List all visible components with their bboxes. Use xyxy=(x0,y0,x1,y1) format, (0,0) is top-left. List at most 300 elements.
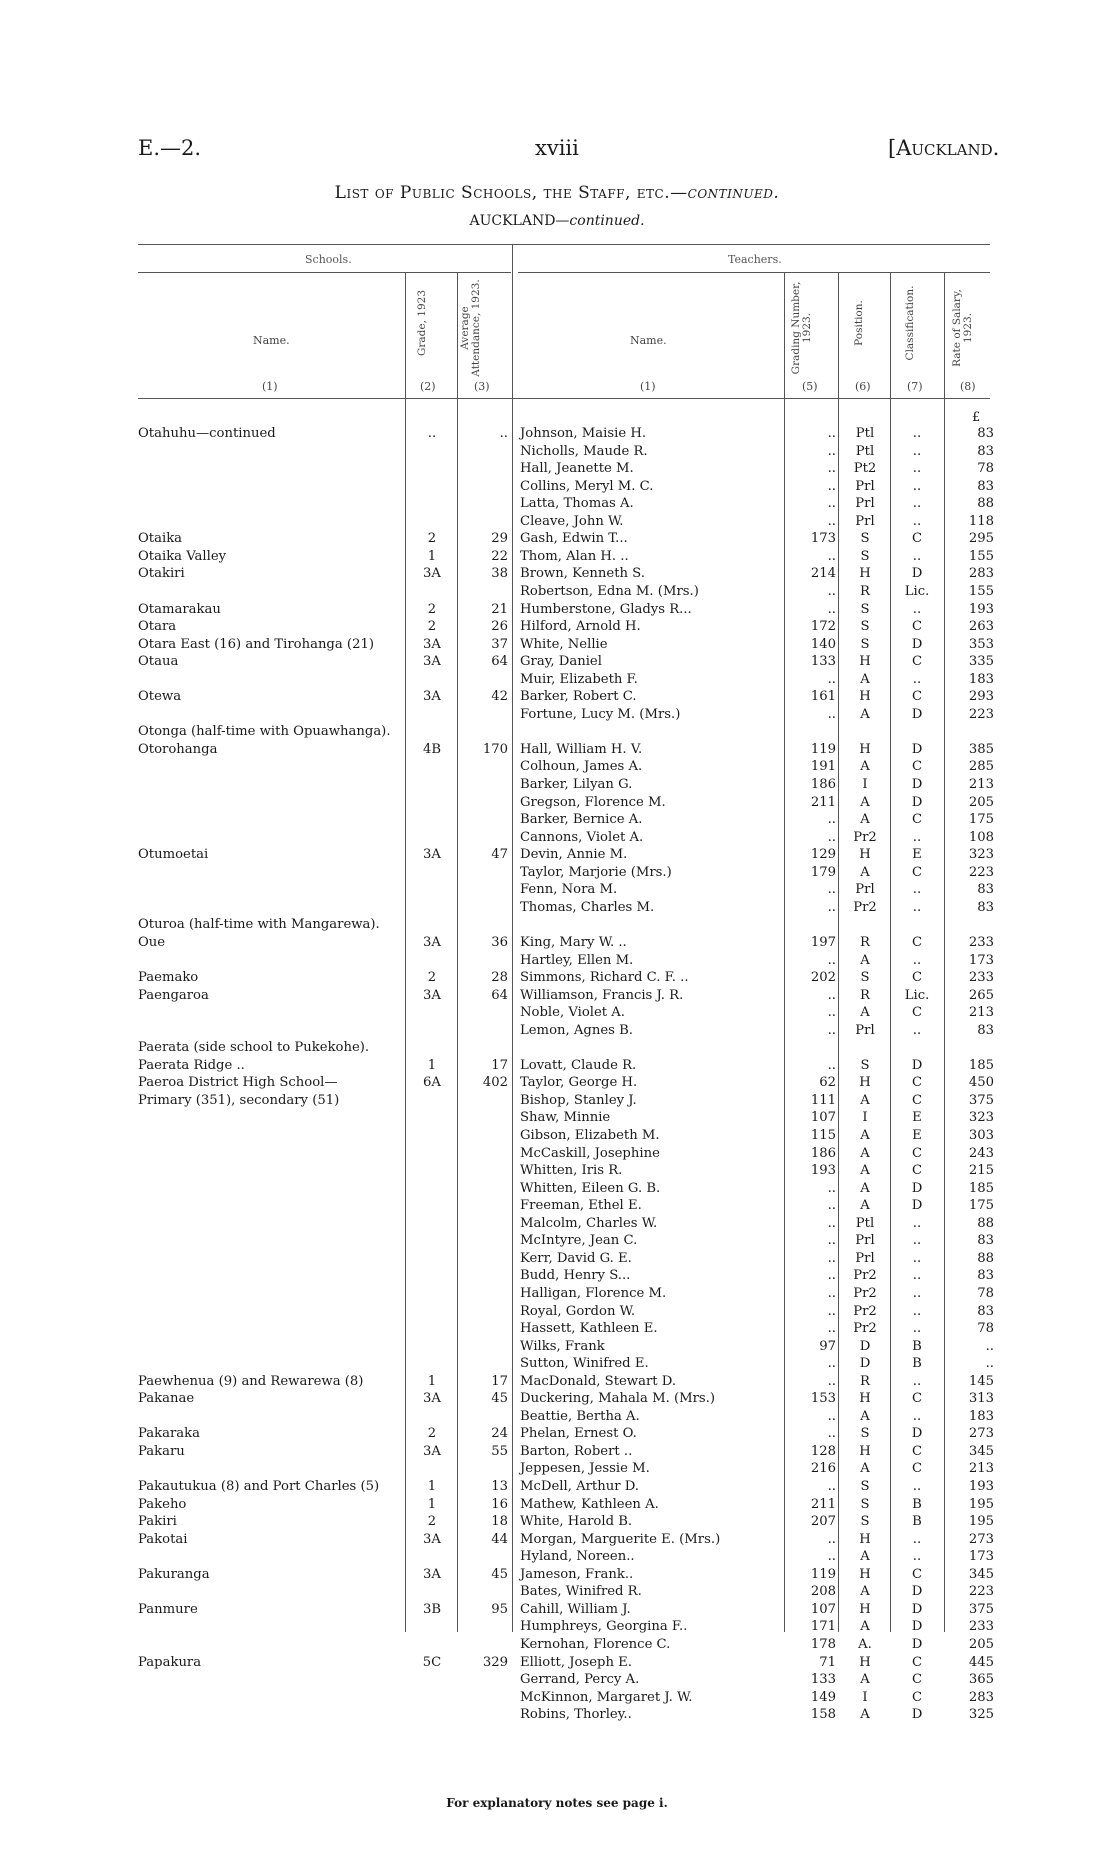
grade-cell: 6A xyxy=(423,1075,441,1091)
teacher-name-cell: Barker, Lilyan G. xyxy=(520,777,633,792)
position-cell: Ptl xyxy=(855,1215,875,1231)
position-cell: S xyxy=(860,548,870,564)
classification-cell: .. xyxy=(912,899,922,915)
attendance-cell: 64 xyxy=(491,987,508,1003)
teacher-name-cell: Barton, Robert .. xyxy=(520,1443,633,1459)
position-cell: H xyxy=(859,1601,871,1617)
teacher-name-cell: Hilford, Arnold H. xyxy=(520,619,641,635)
position-cell: A xyxy=(860,1198,870,1214)
salary-cell: 83 xyxy=(977,1268,994,1284)
position-cell: S xyxy=(860,1514,870,1530)
salary-cell: 213 xyxy=(968,1005,994,1021)
table-row xyxy=(0,776,1114,793)
grading-number-cell: .. xyxy=(827,1549,836,1565)
school-name-cell: Pakuranga xyxy=(138,1566,210,1582)
classification-cell: D xyxy=(911,1636,923,1652)
grade-cell: 2 xyxy=(427,1514,437,1530)
school-name-cell: Primary (351), secondary (51) xyxy=(138,1092,340,1108)
position-cell: R xyxy=(860,987,870,1003)
salary-cell: 445 xyxy=(968,1654,994,1670)
teacher-name-cell: Colhoun, James A. xyxy=(520,759,643,775)
table-row xyxy=(0,1478,1114,1495)
classification-cell: .. xyxy=(912,1285,922,1301)
position-cell: A xyxy=(860,1408,870,1424)
teacher-name-cell: Wilks, Frank xyxy=(520,1338,605,1354)
classification-cell: E xyxy=(912,1128,922,1143)
salary-cell: 303 xyxy=(968,1128,994,1143)
salary-cell: 78 xyxy=(977,1321,994,1337)
grading-number-cell: .. xyxy=(827,987,836,1003)
classification-cell: C xyxy=(911,531,923,547)
salary-cell: 205 xyxy=(968,1636,994,1652)
col-number-7: (7) xyxy=(907,380,923,393)
attendance-cell: 64 xyxy=(491,654,508,670)
table-row xyxy=(0,934,1114,951)
grading-number-cell: 173 xyxy=(810,531,836,547)
grading-number-cell: 186 xyxy=(810,1145,836,1161)
grading-number-cell: .. xyxy=(827,1356,836,1372)
classification-cell: B xyxy=(912,1356,922,1372)
salary-cell: 223 xyxy=(968,1584,994,1600)
attendance-cell: 170 xyxy=(482,741,508,757)
classification-cell: D xyxy=(911,1584,923,1600)
table-row xyxy=(0,1531,1114,1548)
classification-cell: B xyxy=(912,1496,922,1512)
classification-cell: D xyxy=(911,1180,923,1196)
table-row xyxy=(0,1566,1114,1583)
teacher-name-cell: Budd, Henry S... xyxy=(520,1268,631,1284)
teacher-name-cell: Jeppesen, Jessie M. xyxy=(520,1461,650,1477)
position-cell: A xyxy=(860,1092,870,1108)
salary-cell: 88 xyxy=(977,1215,994,1231)
grade-cell: 2 xyxy=(427,619,437,635)
classification-cell: C xyxy=(911,1461,923,1477)
grade-cell: 3A xyxy=(423,1443,441,1459)
table-row xyxy=(0,671,1114,688)
grade-cell: 4B xyxy=(422,741,442,757)
col-number-8: (8) xyxy=(960,380,976,393)
salary-cell: 323 xyxy=(968,1110,994,1126)
classification-cell: D xyxy=(911,1707,923,1723)
teacher-name-cell: Taylor, George H. xyxy=(520,1075,638,1091)
position-cell: S xyxy=(860,1057,870,1073)
grading-number-cell: .. xyxy=(827,1303,836,1319)
table-row xyxy=(0,987,1114,1004)
grading-number-cell: 207 xyxy=(810,1514,836,1530)
grading-number-cell: .. xyxy=(827,426,836,441)
classification-cell: .. xyxy=(912,1321,922,1337)
teacher-name-cell: Lemon, Agnes B. xyxy=(520,1022,633,1038)
classification-cell: .. xyxy=(912,478,922,494)
grade-cell: 3A xyxy=(423,566,441,582)
col-number-6: (6) xyxy=(855,380,871,393)
attendance-cell: 36 xyxy=(491,934,508,950)
school-name-cell: Otaika Valley xyxy=(138,548,227,564)
position-cell: A xyxy=(860,1707,870,1723)
teacher-name-cell: Phelan, Ernest O. xyxy=(520,1426,637,1442)
grading-number-cell: 158 xyxy=(810,1707,836,1723)
grading-number-cell: .. xyxy=(827,812,836,828)
grading-number-cell: 171 xyxy=(810,1619,836,1635)
teacher-name-cell: Johnson, Maisie H. xyxy=(520,426,647,441)
table-row xyxy=(0,1162,1114,1179)
classification-cell: C xyxy=(911,1163,923,1179)
table-row xyxy=(0,565,1114,582)
grading-number-cell: .. xyxy=(827,478,836,494)
school-name-cell: Panmure xyxy=(138,1601,198,1617)
position-header: Position. xyxy=(853,300,865,346)
salary-cell: 88 xyxy=(977,1250,994,1266)
grading-number-cell: .. xyxy=(827,1022,836,1038)
table-row xyxy=(0,1408,1114,1425)
teacher-name-cell: Thomas, Charles M. xyxy=(520,899,655,915)
teacher-name-cell: Hall, William H. V. xyxy=(520,741,643,757)
page-title-continued: continued. xyxy=(687,183,780,203)
classification-cell: D xyxy=(911,1426,923,1442)
salary-cell: 263 xyxy=(968,619,994,635)
teacher-name-cell: Taylor, Marjorie (Mrs.) xyxy=(520,864,672,880)
table-row xyxy=(0,1127,1114,1144)
classification-cell: C xyxy=(911,1092,923,1108)
school-name-cell: Oturoa (half-time with Mangarewa). xyxy=(138,917,380,933)
salary-cell: 83 xyxy=(977,882,994,898)
salary-cell: 233 xyxy=(968,934,994,950)
grading-number-cell: .. xyxy=(827,1198,836,1214)
teacher-name-cell: Simmons, Richard C. F. .. xyxy=(520,970,689,986)
position-cell: A. xyxy=(858,1636,872,1652)
position-cell: H xyxy=(859,1654,871,1670)
school-name-cell: Otahuhu—continued xyxy=(138,426,276,441)
currency-symbol: £ xyxy=(972,410,981,425)
salary-cell: 83 xyxy=(977,1022,994,1038)
teacher-name-cell: McIntyre, Jean C. xyxy=(520,1233,638,1249)
salary-cell: 283 xyxy=(968,566,994,582)
teachers-group-header: Teachers. xyxy=(728,253,782,266)
page-title-main: List of Public Schools, the Staff, etc.— xyxy=(334,183,688,203)
classification-cell: .. xyxy=(912,1022,922,1038)
table-row xyxy=(0,794,1114,811)
school-name-cell: Pakeho xyxy=(138,1496,187,1512)
position-cell: Ptl xyxy=(855,443,875,459)
attendance-cell: 21 xyxy=(491,601,508,617)
position-cell: Prl xyxy=(855,1250,875,1266)
grading-number-cell: 107 xyxy=(810,1601,836,1617)
attendance-cell: 18 xyxy=(491,1514,508,1530)
classification-cell: .. xyxy=(912,1479,922,1494)
grading-number-cell: 129 xyxy=(810,847,836,863)
school-name-cell: Otara East (16) and Tirohanga (21) xyxy=(138,636,375,652)
table-row xyxy=(0,829,1114,846)
grading-number-cell: .. xyxy=(827,548,836,564)
position-cell: A xyxy=(860,794,870,810)
grade-cell: 3A xyxy=(423,987,441,1003)
table-row xyxy=(0,425,1114,442)
grading-number-cell: 97 xyxy=(819,1338,836,1354)
classification-cell: C xyxy=(911,1145,923,1161)
grading-number-cell: .. xyxy=(827,1531,836,1547)
grading-number-cell: .. xyxy=(827,443,836,459)
salary-cell: 450 xyxy=(968,1075,994,1091)
salary-cell: 243 xyxy=(968,1145,994,1161)
position-cell: Pr2 xyxy=(853,1268,877,1284)
grading-number-cell: .. xyxy=(827,1285,836,1301)
teacher-name-cell: Kerr, David G. E. xyxy=(520,1250,632,1266)
grading-number-cell: 208 xyxy=(810,1584,836,1600)
position-cell: Prl xyxy=(855,513,875,529)
grading-number-cell: 153 xyxy=(810,1391,836,1407)
classification-cell: C xyxy=(911,689,923,705)
position-cell: S xyxy=(860,970,870,986)
classification-cell: .. xyxy=(912,1303,922,1319)
table-row xyxy=(0,1618,1114,1635)
grading-number-cell: 119 xyxy=(810,741,836,757)
salary-cell: 183 xyxy=(968,671,994,687)
table-row xyxy=(0,1022,1114,1039)
grade-cell: 3B xyxy=(422,1601,442,1617)
attendance-cell: 13 xyxy=(491,1479,508,1494)
table-row xyxy=(0,601,1114,618)
teacher-name-cell: Gerrand, Percy A. xyxy=(520,1672,640,1688)
position-cell: R xyxy=(860,1373,870,1389)
salary-cell: 265 xyxy=(968,987,994,1003)
school-name-cell: Paewhenua (9) and Rewarewa (8) xyxy=(138,1373,364,1389)
classification-cell: D xyxy=(911,794,923,810)
classification-cell: .. xyxy=(912,461,922,477)
grading-number-cell: 191 xyxy=(810,759,836,775)
attendance-cell: 329 xyxy=(482,1654,508,1670)
table-row xyxy=(0,443,1114,460)
table-row xyxy=(0,1513,1114,1530)
salary-cell: 323 xyxy=(968,847,994,863)
teacher-name-cell: Noble, Violet A. xyxy=(520,1005,626,1021)
grade-cell: 3A xyxy=(423,934,441,950)
grading-number-cell: .. xyxy=(827,601,836,617)
grading-number-cell: .. xyxy=(827,1373,836,1389)
salary-cell: 215 xyxy=(968,1163,994,1179)
attendance-cell: 38 xyxy=(491,566,508,582)
salary-cell: 365 xyxy=(968,1672,994,1688)
grade-cell: 3A xyxy=(423,636,441,652)
table-row xyxy=(0,1145,1114,1162)
teacher-name-cell: Bates, Winifred R. xyxy=(520,1584,642,1600)
school-name-cell: Pakaraka xyxy=(138,1426,201,1442)
grading-number-cell: .. xyxy=(827,1233,836,1249)
teacher-name-cell: Shaw, Minnie xyxy=(520,1110,611,1126)
school-name-cell: Otumoetai xyxy=(138,847,209,863)
teacher-name-cell: Hyland, Noreen.. xyxy=(520,1549,635,1565)
teacher-name-cell: Gregson, Florence M. xyxy=(520,794,666,810)
salary-cell: 193 xyxy=(968,601,994,617)
attendance-cell: 26 xyxy=(491,619,508,635)
salary-cell: 155 xyxy=(968,583,994,599)
classification-cell: D xyxy=(911,1057,923,1073)
table-row xyxy=(0,1654,1114,1671)
position-cell: D xyxy=(859,1356,871,1372)
school-name-cell: Pakaru xyxy=(138,1443,185,1459)
classification-cell: .. xyxy=(912,1268,922,1284)
classification-cell: .. xyxy=(912,496,922,512)
position-cell: A xyxy=(860,1461,870,1477)
attendance-cell: 28 xyxy=(491,970,508,986)
attendance-cell: 47 xyxy=(491,847,508,863)
table-row xyxy=(0,1338,1114,1355)
teacher-name-cell: Nicholls, Maude R. xyxy=(520,443,648,459)
salary-cell: 233 xyxy=(968,1619,994,1635)
grade-cell: 3A xyxy=(423,654,441,670)
position-cell: S xyxy=(860,601,870,617)
grading-number-cell: 216 xyxy=(810,1461,836,1477)
grading-number-cell: .. xyxy=(827,583,836,599)
salary-cell: 78 xyxy=(977,461,994,477)
school-name-cell: Paemako xyxy=(138,970,199,986)
salary-cell: 118 xyxy=(968,513,994,529)
teacher-name-cell: Bishop, Stanley J. xyxy=(520,1092,637,1108)
table-row xyxy=(0,741,1114,758)
school-name-cell: Otakiri xyxy=(138,566,185,582)
table-row xyxy=(0,495,1114,512)
classification-cell: C xyxy=(911,1672,923,1688)
classification-cell: .. xyxy=(912,1233,922,1249)
classification-cell: D xyxy=(911,741,923,757)
attendance-cell: 24 xyxy=(491,1426,508,1442)
table-row xyxy=(0,1548,1114,1565)
grading-number-cell: 161 xyxy=(810,689,836,705)
grading-number-cell: .. xyxy=(827,952,836,968)
teacher-name-cell: Hassett, Kathleen E. xyxy=(520,1321,658,1337)
position-cell: Ptl xyxy=(855,426,875,441)
teacher-name-cell: Cannons, Violet A. xyxy=(520,829,644,845)
teacher-name-cell: Muir, Elizabeth F. xyxy=(520,671,638,687)
teacher-name-cell: Humphreys, Georgina F.. xyxy=(520,1619,688,1635)
classification-cell: .. xyxy=(912,426,922,441)
region-label: [Auckland. xyxy=(888,136,1000,160)
classification-cell: E xyxy=(912,1110,922,1126)
col-number-4: (1) xyxy=(640,380,656,393)
classification-cell: D xyxy=(911,777,923,792)
grade-cell: 3A xyxy=(423,847,441,863)
grade-cell: 2 xyxy=(427,970,437,986)
table-row xyxy=(0,530,1114,547)
teacher-name-cell: Latta, Thomas A. xyxy=(520,496,634,512)
salary-cell: 273 xyxy=(968,1531,994,1547)
classification-cell: C xyxy=(911,1654,923,1670)
table-row xyxy=(0,653,1114,670)
salary-cell: 83 xyxy=(977,899,994,915)
classification-cell: .. xyxy=(912,1549,922,1565)
teacher-name-cell: Cleave, John W. xyxy=(520,513,624,529)
classification-cell: .. xyxy=(912,513,922,529)
table-row xyxy=(0,1232,1114,1249)
school-name-cell: Otaika xyxy=(138,531,183,547)
position-cell: A xyxy=(860,812,870,828)
table-row xyxy=(0,706,1114,723)
position-cell: A xyxy=(860,1163,870,1179)
table-row xyxy=(0,1074,1114,1091)
position-cell: A xyxy=(860,952,870,968)
table-row xyxy=(0,758,1114,775)
position-cell: Prl xyxy=(855,478,875,494)
table-row xyxy=(0,1390,1114,1407)
classification-cell: C xyxy=(911,812,923,828)
salary-cell: 273 xyxy=(968,1426,994,1442)
grade-cell: 5C xyxy=(422,1654,442,1670)
table-row xyxy=(0,1689,1114,1706)
table-row xyxy=(0,636,1114,653)
attendance-cell: 17 xyxy=(491,1373,508,1389)
table-row xyxy=(0,1496,1114,1513)
classification-cell: Lic. xyxy=(904,583,930,599)
classification-cell: C xyxy=(911,970,923,986)
teacher-name-cell: Thom, Alan H. .. xyxy=(520,548,629,564)
teacher-name-cell: McCaskill, Josephine xyxy=(520,1145,660,1161)
salary-cell: 88 xyxy=(977,496,994,512)
school-name-cell: Otewa xyxy=(138,689,182,705)
classification-cell: .. xyxy=(912,882,922,898)
salary-cell: 353 xyxy=(968,636,994,652)
teacher-name-cell: Freeman, Ethel E. xyxy=(520,1198,642,1214)
classification-cell: E xyxy=(912,847,922,863)
position-cell: H xyxy=(859,566,871,582)
grading-number-cell: .. xyxy=(827,461,836,477)
table-row xyxy=(0,1109,1114,1126)
classification-cell: .. xyxy=(912,1250,922,1266)
teacher-name-cell: Whitten, Eileen G. B. xyxy=(520,1180,661,1196)
grading-number-cell: 202 xyxy=(810,970,836,986)
grading-number-cell: 186 xyxy=(810,777,836,792)
classification-cell: C xyxy=(911,934,923,950)
school-name-header: Name. xyxy=(253,334,290,347)
col-number-3: (3) xyxy=(474,380,490,393)
table-row xyxy=(0,688,1114,705)
grading-number-cell: 115 xyxy=(810,1128,836,1143)
position-cell: A xyxy=(860,1549,870,1565)
school-name-cell: Paeroa District High School— xyxy=(138,1075,338,1091)
attendance-header: Average Attendance, 1923. xyxy=(459,279,482,377)
teacher-name-cell: Malcolm, Charles W. xyxy=(520,1215,658,1231)
salary-cell: 78 xyxy=(977,1285,994,1301)
teacher-name-cell: Collins, Meryl M. C. xyxy=(520,478,654,494)
table-row xyxy=(0,1250,1114,1267)
classification-cell: .. xyxy=(912,1373,922,1389)
position-cell: A xyxy=(860,864,870,880)
salary-cell: 213 xyxy=(968,777,994,792)
grade-cell: .. xyxy=(427,426,437,441)
footer-note: For explanatory notes see page i. xyxy=(446,1796,668,1810)
attendance-cell: 29 xyxy=(491,531,508,547)
classification-cell: .. xyxy=(912,952,922,968)
position-cell: D xyxy=(859,1338,871,1354)
grading-number-cell: .. xyxy=(827,1321,836,1337)
grading-number-cell: 179 xyxy=(810,864,836,880)
grade-cell: 1 xyxy=(427,1057,437,1073)
grading-number-cell: .. xyxy=(827,1215,836,1231)
salary-cell: 375 xyxy=(968,1092,994,1108)
salary-cell: 185 xyxy=(968,1180,994,1196)
classification-cell: .. xyxy=(912,601,922,617)
grading-number-cell: 128 xyxy=(810,1443,836,1459)
position-cell: S xyxy=(860,619,870,635)
position-cell: A xyxy=(860,1180,870,1196)
teacher-name-cell: King, Mary W. .. xyxy=(520,934,627,950)
salary-cell: 195 xyxy=(968,1496,994,1512)
teacher-name-cell: Gash, Edwin T... xyxy=(520,531,628,547)
grading-number-cell: 172 xyxy=(810,619,836,635)
position-cell: Prl xyxy=(855,1233,875,1249)
salary-cell: 173 xyxy=(968,952,994,968)
classification-header: Classification. xyxy=(904,285,916,361)
position-cell: H xyxy=(859,741,871,757)
salary-cell: 195 xyxy=(968,1514,994,1530)
